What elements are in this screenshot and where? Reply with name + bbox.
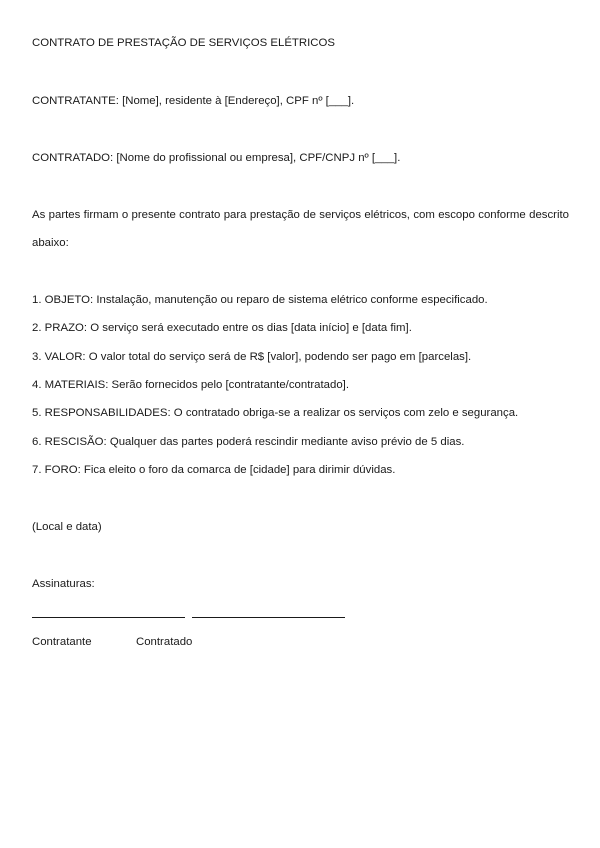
contratado-paragraph: CONTRATADO: [Nome do profissional ou empresa], CPF/CNPJ nº [___]. [32,152,401,164]
assinaturas-label: Assinaturas: [32,578,95,590]
intro-paragraph-line-1: As partes firmam o presente contrato para prestação de serviços elétricos, com escopo conforme descrito [32,209,569,221]
clause-responsabilidades: 5. RESPONSABILIDADES: O contratado obriga-se a realizar os serviços com zelo e segurança. [32,407,519,419]
signature-line-contratado [192,617,345,618]
intro-paragraph-line-2: abaixo: [32,237,69,249]
document-title: CONTRATO DE PRESTAÇÃO DE SERVIÇOS ELÉTRICOS [32,37,335,49]
local-data-placeholder: (Local e data) [32,521,102,533]
signature-line-contratante [32,617,185,618]
clause-materiais: 4. MATERIAIS: Serão fornecidos pelo [contratante/contratado]. [32,379,349,391]
clause-valor: 3. VALOR: O valor total do serviço será de R$ [valor], podendo ser pago em [parcelas]. [32,351,472,363]
signatory-contratado: Contratado [136,636,193,648]
clause-foro: 7. FORO: Fica eleito o foro da comarca de [cidade] para dirimir dúvidas. [32,464,396,476]
clause-rescisao: 6. RESCISÃO: Qualquer das partes poderá rescindir mediante aviso prévio de 5 dias. [32,436,465,448]
contratante-paragraph: CONTRATANTE: [Nome], residente à [Endereço], CPF nº [___]. [32,95,355,107]
clause-prazo: 2. PRAZO: O serviço será executado entre os dias [data início] e [data fim]. [32,322,412,334]
signatory-contratante: Contratante [32,636,92,648]
clause-objeto: 1. OBJETO: Instalação, manutenção ou reparo de sistema elétrico conforme especificado. [32,294,488,306]
